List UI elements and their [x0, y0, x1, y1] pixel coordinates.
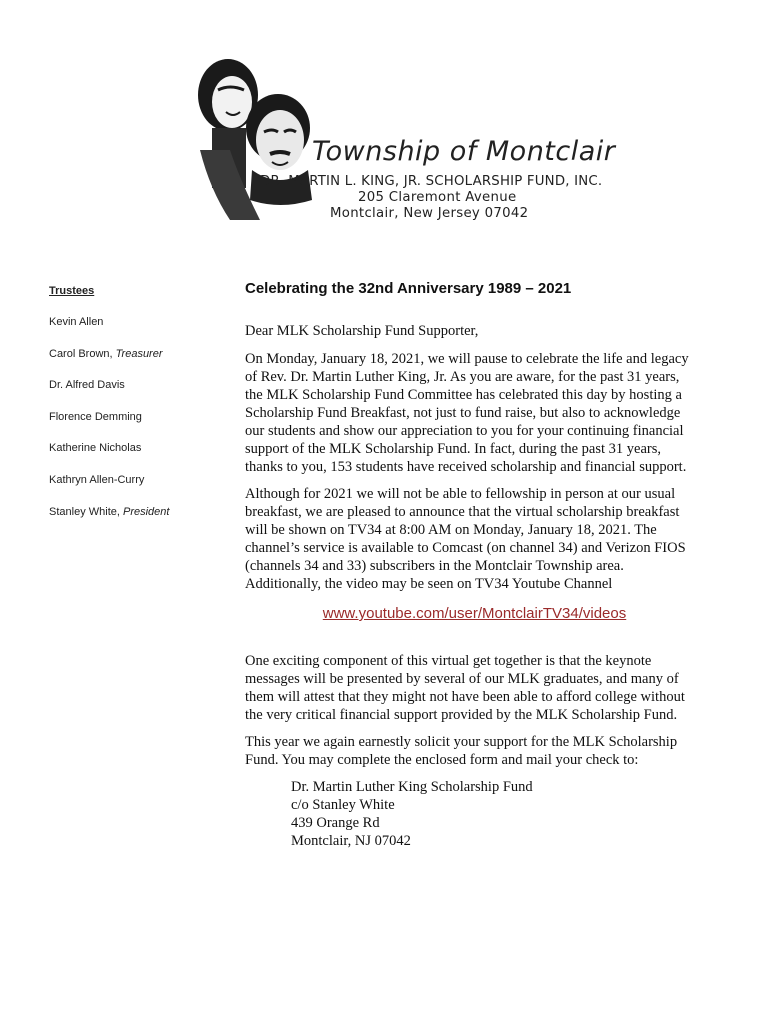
trustee-item: [49, 379, 219, 391]
address-line: Dr. Martin Luther King Scholarship Fund: [291, 779, 533, 795]
trustee-name: Kevin Allen: [49, 316, 104, 328]
trustees-heading: Trustees: [49, 285, 95, 297]
address-line: Montclair, NJ 07042: [291, 833, 411, 849]
org-script-title: Township of Montclair: [312, 136, 616, 167]
trustee-role: President: [122, 505, 170, 518]
trustee-name: Carol Brown,: [49, 347, 116, 360]
address-line: c/o Stanley White: [291, 797, 395, 813]
trustee-name: Florence Demming: [49, 410, 142, 423]
paragraph-2: Although for 2021 we will not be able to fellowship in person at our usual breakfast, we are pleased to announce that the virtual scholarship breakfast will be shown on TV34 at 8:00 AM on Monday, January 18, 2021. The channel’s service is available to Comcast (on channel 34) and Verizon FIOS (channels 34 and 33) subscribers in the Montclair Township area. Additionally, the video may be seen on TV34 Youtube Channel: [245, 486, 686, 592]
trustee-name: Stanley White,: [49, 505, 123, 518]
trustee-name: Dr. Alfred Davis: [49, 379, 125, 392]
trustee-name: Katherine Nicholas: [49, 442, 142, 455]
trustee-item: [49, 348, 219, 360]
trustee-item: [49, 316, 219, 328]
trustee-item: [49, 442, 219, 454]
trustee-role: Treasurer: [115, 347, 163, 360]
trustee-item: [49, 506, 219, 518]
paragraph-1: On Monday, January 18, 2021, we will pause to celebrate the life and legacy of Rev. Dr. Martin Luther King, Jr. As you are aware, for the past 31 years, the MLK Scholarship Fund Committee has celebrated this day by hosting a Scholarship Fund Breakfast, not just to fund raise, but also to acknowledge our students and show our appreciation to you for your continuing financial support of the MLK Scholarship Fund. In fact, during the past 31 years, thanks to you, 153 students have received scholarship and financial support.: [245, 351, 689, 475]
paragraph-3: One exciting component of this virtual get together is that the keynote messages will be presented by several of our MLK graduates, and many of them will attest that they might not have been able to afford college without the very critical financial support provided by the MLK Scholarship Fund.: [245, 653, 685, 723]
mlk-portrait-logo: [170, 50, 320, 240]
letter-body: [245, 280, 690, 850]
youtube-link[interactable]: www.youtube.com/user/MontclairTV34/videos: [322, 605, 627, 622]
org-address-line2: Montclair, New Jersey 07042: [330, 206, 529, 221]
trustee-item: [49, 411, 219, 423]
org-address-line1: 205 Claremont Avenue: [358, 190, 517, 205]
trustees-sidebar: [49, 285, 219, 537]
trustee-name: Kathryn Allen-Curry: [49, 473, 145, 486]
salutation: Dear MLK Scholarship Fund Supporter,: [245, 323, 479, 339]
letter-title: Celebrating the 32nd Anniversary 1989 – 2021: [245, 280, 572, 297]
mailing-address: [291, 778, 690, 850]
address-line: 439 Orange Rd: [291, 815, 380, 831]
trustee-item: [49, 474, 219, 486]
letterhead: [170, 50, 616, 240]
paragraph-4: This year we again earnestly solicit your support for the MLK Scholarship Fund. You may complete the enclosed form and mail your check to:: [245, 734, 678, 768]
org-name: DR. MARTIN L. KING, JR. SCHOLARSHIP FUND, INC.: [260, 174, 603, 189]
